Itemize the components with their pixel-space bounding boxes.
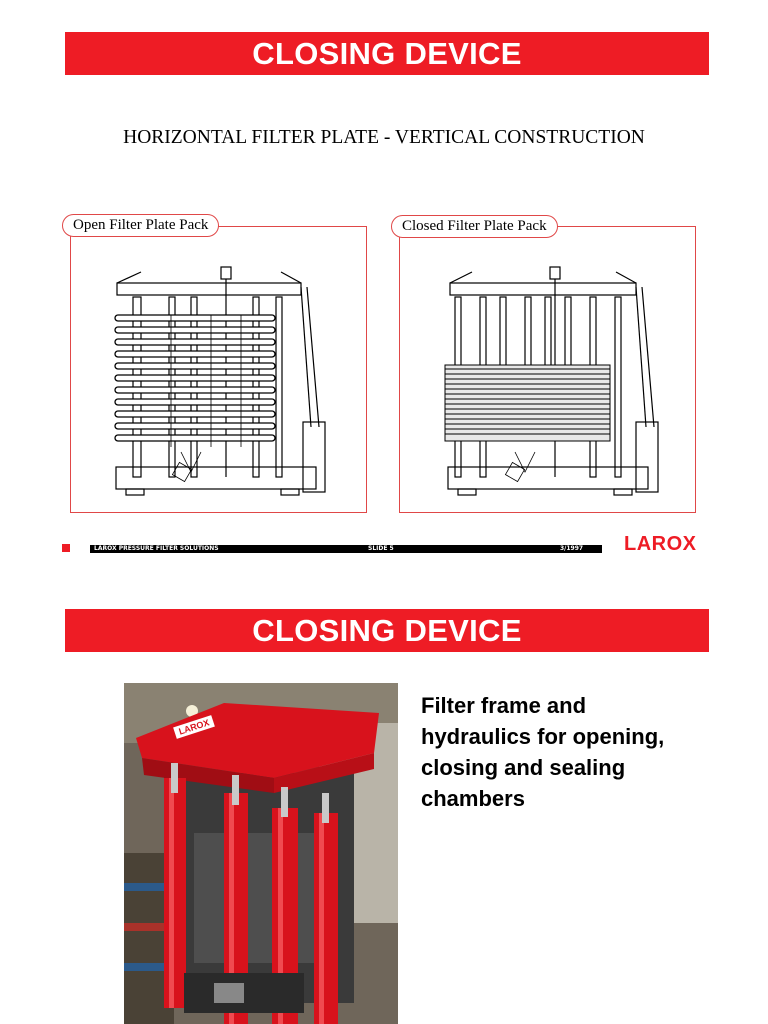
closed-pack-panel: [399, 226, 696, 513]
slide1-title: CLOSING DEVICE: [252, 35, 522, 71]
slide2-title-banner: [65, 609, 709, 652]
closed-pack-label: Closed Filter Plate Pack: [391, 215, 558, 238]
footer-red-square: [62, 544, 70, 552]
filter-frame-photo: [124, 683, 398, 1024]
footer-company: LAROX PRESSURE FILTER SOLUTIONS: [94, 545, 219, 552]
footer-slide-number: SLIDE 5: [368, 545, 394, 552]
open-filter-plate-pack-drawing: [71, 227, 366, 512]
closed-filter-plate-pack-drawing: [400, 227, 695, 512]
footer-date: 3/1997: [560, 545, 584, 552]
description-line: closing and sealing: [421, 755, 626, 780]
description-line: hydraulics for opening,: [421, 724, 665, 749]
open-pack-label: Open Filter Plate Pack: [62, 214, 219, 237]
slide1-subtitle: HORIZONTAL FILTER PLATE - VERTICAL CONSTRUCTION: [123, 127, 645, 148]
slide2-description: [421, 690, 741, 814]
slide2-title: CLOSING DEVICE: [252, 612, 522, 648]
open-pack-panel: [70, 226, 367, 513]
larox-logo: LAROX: [624, 533, 697, 555]
slide1-title-banner: [65, 32, 709, 75]
photo-larox-text: LAROX: [177, 717, 211, 737]
description-line: chambers: [421, 786, 525, 811]
description-line: Filter frame and: [421, 693, 587, 718]
slide1-footer-bar: [90, 545, 602, 553]
